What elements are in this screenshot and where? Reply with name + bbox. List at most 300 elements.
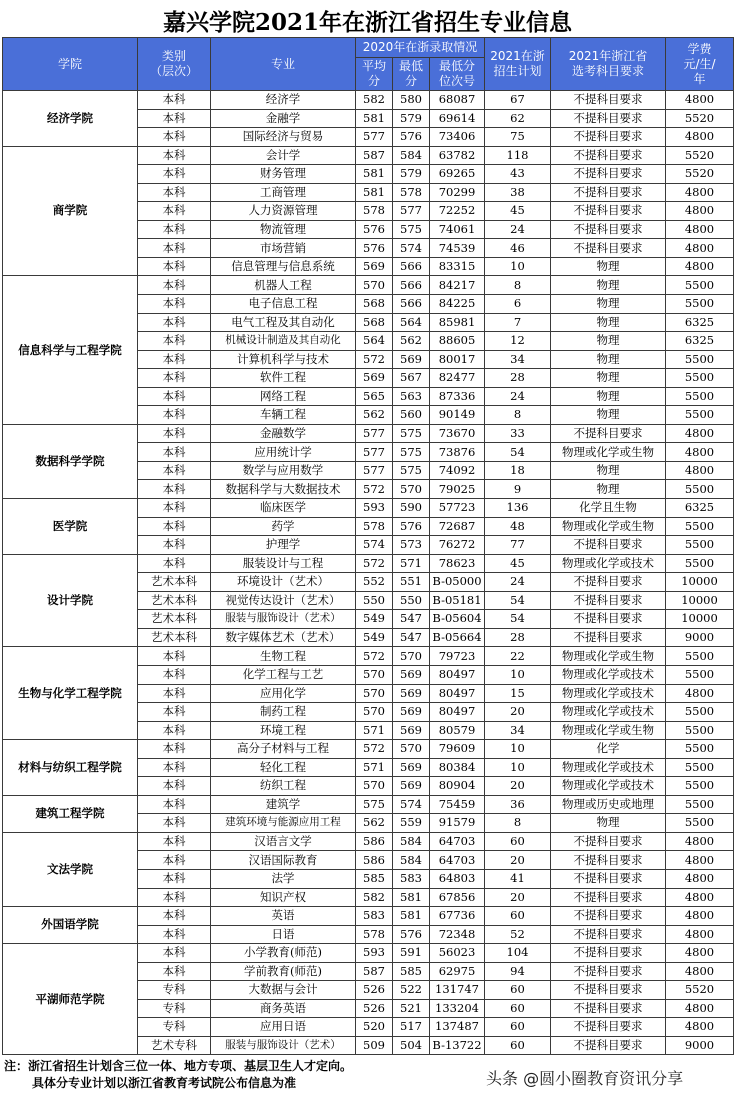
- avg-score-cell: 564: [356, 332, 393, 351]
- major-cell: 应用统计学: [211, 443, 356, 462]
- category-cell: 本科: [138, 536, 211, 555]
- subject-requirement-cell: 不提科目要求: [551, 962, 666, 981]
- category-cell: 本科: [138, 869, 211, 888]
- avg-score-cell: 585: [356, 869, 393, 888]
- major-cell: 建筑学: [211, 795, 356, 814]
- min-score-cell: 570: [393, 740, 430, 759]
- category-cell: 本科: [138, 740, 211, 759]
- avg-score-cell: 570: [356, 684, 393, 703]
- table-row: [3, 740, 734, 759]
- school-name-cell: 商学院: [3, 146, 138, 276]
- min-rank-cell: 62975: [430, 962, 485, 981]
- avg-score-cell: 587: [356, 146, 393, 165]
- category-cell: 本科: [138, 888, 211, 907]
- min-rank-cell: 80017: [430, 350, 485, 369]
- min-score-cell: 573: [393, 536, 430, 555]
- tuition-cell: 5520: [666, 981, 734, 1000]
- plan-cell: 60: [485, 999, 551, 1018]
- avg-score-cell: 572: [356, 554, 393, 573]
- avg-score-cell: 569: [356, 257, 393, 276]
- header-subject-requirement: 2021年浙江省 选考科目要求: [551, 38, 666, 91]
- plan-cell: 52: [485, 925, 551, 944]
- subject-requirement-cell: 不提科目要求: [551, 628, 666, 647]
- tuition-cell: 5500: [666, 721, 734, 740]
- school-name-cell: 建筑工程学院: [3, 795, 138, 832]
- min-score-cell: 504: [393, 1036, 430, 1055]
- category-cell: 本科: [138, 350, 211, 369]
- min-score-cell: 562: [393, 332, 430, 351]
- plan-cell: 77: [485, 536, 551, 555]
- min-score-cell: 569: [393, 350, 430, 369]
- school-name-cell: 医学院: [3, 499, 138, 555]
- avg-score-cell: 593: [356, 944, 393, 963]
- min-score-cell: 591: [393, 944, 430, 963]
- avg-score-cell: 586: [356, 832, 393, 851]
- subject-requirement-cell: 不提科目要求: [551, 183, 666, 202]
- min-score-cell: 566: [393, 276, 430, 295]
- major-cell: 信息管理与信息系统: [211, 257, 356, 276]
- major-cell: 大数据与会计: [211, 981, 356, 1000]
- major-cell: 制药工程: [211, 703, 356, 722]
- school-name-cell: 数据科学学院: [3, 424, 138, 498]
- min-score-cell: 547: [393, 628, 430, 647]
- subject-requirement-cell: 物理或化学或技术: [551, 703, 666, 722]
- major-cell: 建筑环境与能源应用工程: [211, 814, 356, 833]
- tuition-cell: 5500: [666, 795, 734, 814]
- min-score-cell: 575: [393, 220, 430, 239]
- min-rank-cell: 74539: [430, 239, 485, 258]
- table-row: [3, 91, 734, 110]
- category-cell: 本科: [138, 721, 211, 740]
- avg-score-cell: 577: [356, 128, 393, 147]
- min-rank-cell: 88605: [430, 332, 485, 351]
- min-score-cell: 584: [393, 851, 430, 870]
- min-rank-cell: 84225: [430, 295, 485, 314]
- major-cell: 小学教育(师范): [211, 944, 356, 963]
- avg-score-cell: 562: [356, 406, 393, 425]
- min-rank-cell: 72252: [430, 202, 485, 221]
- avg-score-cell: 575: [356, 795, 393, 814]
- subject-requirement-cell: 不提科目要求: [551, 146, 666, 165]
- tuition-cell: 4800: [666, 1018, 734, 1037]
- min-rank-cell: 82477: [430, 369, 485, 388]
- plan-cell: 6: [485, 295, 551, 314]
- tuition-cell: 4800: [666, 944, 734, 963]
- plan-cell: 118: [485, 146, 551, 165]
- min-rank-cell: B-13722: [430, 1036, 485, 1055]
- avg-score-cell: 577: [356, 461, 393, 480]
- school-name-cell: 外国语学院: [3, 907, 138, 944]
- avg-score-cell: 582: [356, 888, 393, 907]
- tuition-cell: 4800: [666, 962, 734, 981]
- avg-score-cell: 587: [356, 962, 393, 981]
- tuition-cell: 4800: [666, 851, 734, 870]
- major-cell: 环境设计（艺术）: [211, 573, 356, 592]
- category-cell: 艺术本科: [138, 628, 211, 647]
- category-cell: 本科: [138, 703, 211, 722]
- major-cell: 汉语国际教育: [211, 851, 356, 870]
- plan-cell: 41: [485, 869, 551, 888]
- major-cell: 会计学: [211, 146, 356, 165]
- min-score-cell: 590: [393, 499, 430, 518]
- table-row: [3, 146, 734, 165]
- min-rank-cell: B-05604: [430, 610, 485, 629]
- category-cell: 本科: [138, 851, 211, 870]
- plan-cell: 94: [485, 962, 551, 981]
- avg-score-cell: 577: [356, 424, 393, 443]
- min-rank-cell: 80579: [430, 721, 485, 740]
- min-score-cell: 577: [393, 202, 430, 221]
- category-cell: 本科: [138, 387, 211, 406]
- subject-requirement-cell: 物理: [551, 814, 666, 833]
- category-cell: 本科: [138, 109, 211, 128]
- category-cell: 本科: [138, 91, 211, 110]
- tuition-cell: 4800: [666, 257, 734, 276]
- tuition-cell: 4800: [666, 239, 734, 258]
- tuition-cell: 4800: [666, 461, 734, 480]
- min-score-cell: 576: [393, 925, 430, 944]
- avg-score-cell: 568: [356, 295, 393, 314]
- min-rank-cell: 69614: [430, 109, 485, 128]
- avg-score-cell: 572: [356, 480, 393, 499]
- major-cell: 护理学: [211, 536, 356, 555]
- subject-requirement-cell: 不提科目要求: [551, 591, 666, 610]
- subject-requirement-cell: 物理: [551, 369, 666, 388]
- subject-requirement-cell: 物理: [551, 461, 666, 480]
- category-cell: 艺术本科: [138, 573, 211, 592]
- avg-score-cell: 509: [356, 1036, 393, 1055]
- avg-score-cell: 550: [356, 591, 393, 610]
- plan-cell: 45: [485, 554, 551, 573]
- plan-cell: 20: [485, 888, 551, 907]
- subject-requirement-cell: 不提科目要求: [551, 832, 666, 851]
- avg-score-cell: 569: [356, 369, 393, 388]
- major-cell: 金融数学: [211, 424, 356, 443]
- min-rank-cell: 85981: [430, 313, 485, 332]
- category-cell: 专科: [138, 1018, 211, 1037]
- category-cell: 本科: [138, 146, 211, 165]
- min-rank-cell: 63782: [430, 146, 485, 165]
- category-cell: 本科: [138, 424, 211, 443]
- category-cell: 本科: [138, 795, 211, 814]
- major-cell: 日语: [211, 925, 356, 944]
- major-cell: 学前教育(师范): [211, 962, 356, 981]
- min-rank-cell: B-05664: [430, 628, 485, 647]
- table-row: [3, 944, 734, 963]
- major-cell: 车辆工程: [211, 406, 356, 425]
- tuition-cell: 4800: [666, 925, 734, 944]
- subject-requirement-cell: 不提科目要求: [551, 610, 666, 629]
- major-cell: 英语: [211, 907, 356, 926]
- tuition-cell: 5500: [666, 703, 734, 722]
- avg-score-cell: 570: [356, 276, 393, 295]
- plan-cell: 104: [485, 944, 551, 963]
- tuition-cell: 5500: [666, 777, 734, 796]
- tuition-cell: 4800: [666, 202, 734, 221]
- avg-score-cell: 578: [356, 517, 393, 536]
- plan-cell: 12: [485, 332, 551, 351]
- plan-cell: 24: [485, 387, 551, 406]
- category-cell: 本科: [138, 165, 211, 184]
- min-score-cell: 570: [393, 480, 430, 499]
- tuition-cell: 5500: [666, 406, 734, 425]
- min-score-cell: 580: [393, 91, 430, 110]
- page-title: 嘉兴学院2021年在浙江省招生专业信息: [162, 9, 572, 36]
- min-score-cell: 579: [393, 109, 430, 128]
- subject-requirement-cell: 不提科目要求: [551, 424, 666, 443]
- category-cell: 本科: [138, 962, 211, 981]
- plan-cell: 38: [485, 183, 551, 202]
- tuition-cell: 5520: [666, 165, 734, 184]
- min-score-cell: 517: [393, 1018, 430, 1037]
- avg-score-cell: 586: [356, 851, 393, 870]
- category-cell: 本科: [138, 499, 211, 518]
- subject-requirement-cell: 物理: [551, 276, 666, 295]
- avg-score-cell: 583: [356, 907, 393, 926]
- min-score-cell: 569: [393, 721, 430, 740]
- major-cell: 高分子材料与工程: [211, 740, 356, 759]
- tuition-cell: 4800: [666, 869, 734, 888]
- min-rank-cell: 64703: [430, 851, 485, 870]
- min-rank-cell: 137487: [430, 1018, 485, 1037]
- tuition-cell: 5500: [666, 740, 734, 759]
- min-rank-cell: 69265: [430, 165, 485, 184]
- category-cell: 本科: [138, 332, 211, 351]
- footnote-line-1: 注：浙江省招生计划含三位一体、地方专项、基层卫生人才定向。: [4, 1059, 353, 1073]
- plan-cell: 28: [485, 628, 551, 647]
- min-rank-cell: 78623: [430, 554, 485, 573]
- major-cell: 环境工程: [211, 721, 356, 740]
- major-cell: 机器人工程: [211, 276, 356, 295]
- category-cell: 本科: [138, 183, 211, 202]
- subject-requirement-cell: 物理或化学或技术: [551, 554, 666, 573]
- plan-cell: 60: [485, 832, 551, 851]
- avg-score-cell: 568: [356, 313, 393, 332]
- plan-cell: 22: [485, 647, 551, 666]
- plan-cell: 48: [485, 517, 551, 536]
- avg-score-cell: 578: [356, 202, 393, 221]
- major-cell: 软件工程: [211, 369, 356, 388]
- avg-score-cell: 578: [356, 925, 393, 944]
- avg-score-cell: 571: [356, 758, 393, 777]
- plan-cell: 62: [485, 109, 551, 128]
- table-row: [3, 907, 734, 926]
- major-cell: 应用日语: [211, 1018, 356, 1037]
- school-name-cell: 文法学院: [3, 832, 138, 906]
- category-cell: 本科: [138, 128, 211, 147]
- min-score-cell: 522: [393, 981, 430, 1000]
- school-name-cell: 生物与化学工程学院: [3, 647, 138, 740]
- min-rank-cell: 73406: [430, 128, 485, 147]
- tuition-cell: 5520: [666, 109, 734, 128]
- avg-score-cell: 526: [356, 999, 393, 1018]
- min-score-cell: 566: [393, 257, 430, 276]
- subject-requirement-cell: 化学: [551, 740, 666, 759]
- subject-requirement-cell: 物理: [551, 350, 666, 369]
- subject-requirement-cell: 物理: [551, 313, 666, 332]
- table-row: [3, 424, 734, 443]
- category-cell: 本科: [138, 276, 211, 295]
- plan-cell: 54: [485, 443, 551, 462]
- plan-cell: 33: [485, 424, 551, 443]
- avg-score-cell: 572: [356, 350, 393, 369]
- major-cell: 视觉传达设计（艺术）: [211, 591, 356, 610]
- subject-requirement-cell: 物理或化学或技术: [551, 665, 666, 684]
- avg-score-cell: 570: [356, 665, 393, 684]
- table-row: [3, 832, 734, 851]
- major-cell: 知识产权: [211, 888, 356, 907]
- category-cell: 本科: [138, 406, 211, 425]
- tuition-cell: 4800: [666, 424, 734, 443]
- min-score-cell: 571: [393, 554, 430, 573]
- tuition-cell: 4800: [666, 999, 734, 1018]
- avg-score-cell: 576: [356, 239, 393, 258]
- min-rank-cell: 79025: [430, 480, 485, 499]
- major-cell: 数学与应用数学: [211, 461, 356, 480]
- avg-score-cell: 581: [356, 109, 393, 128]
- tuition-cell: 6325: [666, 332, 734, 351]
- min-rank-cell: 83315: [430, 257, 485, 276]
- tuition-cell: 4800: [666, 128, 734, 147]
- tuition-cell: 10000: [666, 573, 734, 592]
- tuition-cell: 5500: [666, 536, 734, 555]
- plan-cell: 10: [485, 665, 551, 684]
- min-rank-cell: 90149: [430, 406, 485, 425]
- header-avg-score: 平均 分: [356, 58, 393, 91]
- subject-requirement-cell: 不提科目要求: [551, 1018, 666, 1037]
- plan-cell: 46: [485, 239, 551, 258]
- tuition-cell: 6325: [666, 499, 734, 518]
- category-cell: 本科: [138, 257, 211, 276]
- header-min-score: 最低 分: [393, 58, 430, 91]
- major-cell: 电子信息工程: [211, 295, 356, 314]
- plan-cell: 36: [485, 795, 551, 814]
- tuition-cell: 5500: [666, 647, 734, 666]
- min-rank-cell: 73876: [430, 443, 485, 462]
- subject-requirement-cell: 物理: [551, 332, 666, 351]
- plan-cell: 8: [485, 406, 551, 425]
- tuition-cell: 6325: [666, 313, 734, 332]
- subject-requirement-cell: 不提科目要求: [551, 128, 666, 147]
- min-rank-cell: 64703: [430, 832, 485, 851]
- header-school: 学院: [3, 38, 138, 91]
- min-rank-cell: 76272: [430, 536, 485, 555]
- subject-requirement-cell: 物理: [551, 406, 666, 425]
- category-cell: 艺术本科: [138, 610, 211, 629]
- major-cell: 数字媒体艺术（艺术）: [211, 628, 356, 647]
- subject-requirement-cell: 不提科目要求: [551, 981, 666, 1000]
- subject-requirement-cell: 不提科目要求: [551, 907, 666, 926]
- major-cell: 服装与服饰设计（艺术）: [211, 1036, 356, 1055]
- tuition-cell: 4800: [666, 888, 734, 907]
- avg-score-cell: 526: [356, 981, 393, 1000]
- subject-requirement-cell: 不提科目要求: [551, 869, 666, 888]
- subject-requirement-cell: 物理或化学或技术: [551, 758, 666, 777]
- avg-score-cell: 582: [356, 91, 393, 110]
- school-name-cell: 经济学院: [3, 91, 138, 147]
- min-rank-cell: 64803: [430, 869, 485, 888]
- subject-requirement-cell: 不提科目要求: [551, 202, 666, 221]
- school-name-cell: 设计学院: [3, 554, 138, 647]
- school-name-cell: 信息科学与工程学院: [3, 276, 138, 424]
- major-cell: 服装设计与工程: [211, 554, 356, 573]
- major-cell: 法学: [211, 869, 356, 888]
- category-cell: 本科: [138, 480, 211, 499]
- category-cell: 本科: [138, 814, 211, 833]
- avg-score-cell: 576: [356, 220, 393, 239]
- min-score-cell: 559: [393, 814, 430, 833]
- admission-table: [2, 37, 734, 1055]
- tuition-cell: 5500: [666, 758, 734, 777]
- major-cell: 财务管理: [211, 165, 356, 184]
- min-score-cell: 569: [393, 665, 430, 684]
- plan-cell: 20: [485, 851, 551, 870]
- major-cell: 金融学: [211, 109, 356, 128]
- category-cell: 本科: [138, 220, 211, 239]
- avg-score-cell: 574: [356, 536, 393, 555]
- subject-requirement-cell: 物理: [551, 480, 666, 499]
- avg-score-cell: 562: [356, 814, 393, 833]
- category-cell: 本科: [138, 443, 211, 462]
- subject-requirement-cell: 物理: [551, 295, 666, 314]
- plan-cell: 60: [485, 981, 551, 1000]
- major-cell: 电气工程及其自动化: [211, 313, 356, 332]
- major-cell: 机械设计制造及其自动化: [211, 332, 356, 351]
- min-score-cell: 569: [393, 703, 430, 722]
- min-score-cell: 563: [393, 387, 430, 406]
- min-rank-cell: B-05181: [430, 591, 485, 610]
- avg-score-cell: 565: [356, 387, 393, 406]
- major-cell: 经济学: [211, 91, 356, 110]
- tuition-cell: 5500: [666, 387, 734, 406]
- table-body: [3, 91, 734, 1055]
- plan-cell: 60: [485, 907, 551, 926]
- plan-cell: 54: [485, 610, 551, 629]
- table-row: [3, 276, 734, 295]
- subject-requirement-cell: 不提科目要求: [551, 91, 666, 110]
- plan-cell: 9: [485, 480, 551, 499]
- plan-cell: 136: [485, 499, 551, 518]
- major-cell: 服装与服饰设计（艺术）: [211, 610, 356, 629]
- school-name-cell: 平湖师范学院: [3, 944, 138, 1055]
- plan-cell: 24: [485, 573, 551, 592]
- min-score-cell: 575: [393, 461, 430, 480]
- plan-cell: 15: [485, 684, 551, 703]
- subject-requirement-cell: 化学且生物: [551, 499, 666, 518]
- major-cell: 商务英语: [211, 999, 356, 1018]
- min-score-cell: 574: [393, 239, 430, 258]
- subject-requirement-cell: 不提科目要求: [551, 888, 666, 907]
- tuition-cell: 4800: [666, 183, 734, 202]
- avg-score-cell: 570: [356, 703, 393, 722]
- tuition-cell: 5500: [666, 665, 734, 684]
- tuition-cell: 5500: [666, 814, 734, 833]
- min-rank-cell: 84217: [430, 276, 485, 295]
- table-row: [3, 499, 734, 518]
- footnote: [4, 1058, 352, 1092]
- header-plan-2021: 2021在浙 招生计划: [485, 38, 551, 91]
- tuition-cell: 4800: [666, 907, 734, 926]
- tuition-cell: 10000: [666, 610, 734, 629]
- subject-requirement-cell: 物理: [551, 387, 666, 406]
- min-rank-cell: 57723: [430, 499, 485, 518]
- min-score-cell: 579: [393, 165, 430, 184]
- min-rank-cell: 75459: [430, 795, 485, 814]
- plan-cell: 43: [485, 165, 551, 184]
- header-2020-admission: 2020年在浙录取情况: [356, 38, 485, 58]
- min-rank-cell: 80497: [430, 703, 485, 722]
- category-cell: 本科: [138, 517, 211, 536]
